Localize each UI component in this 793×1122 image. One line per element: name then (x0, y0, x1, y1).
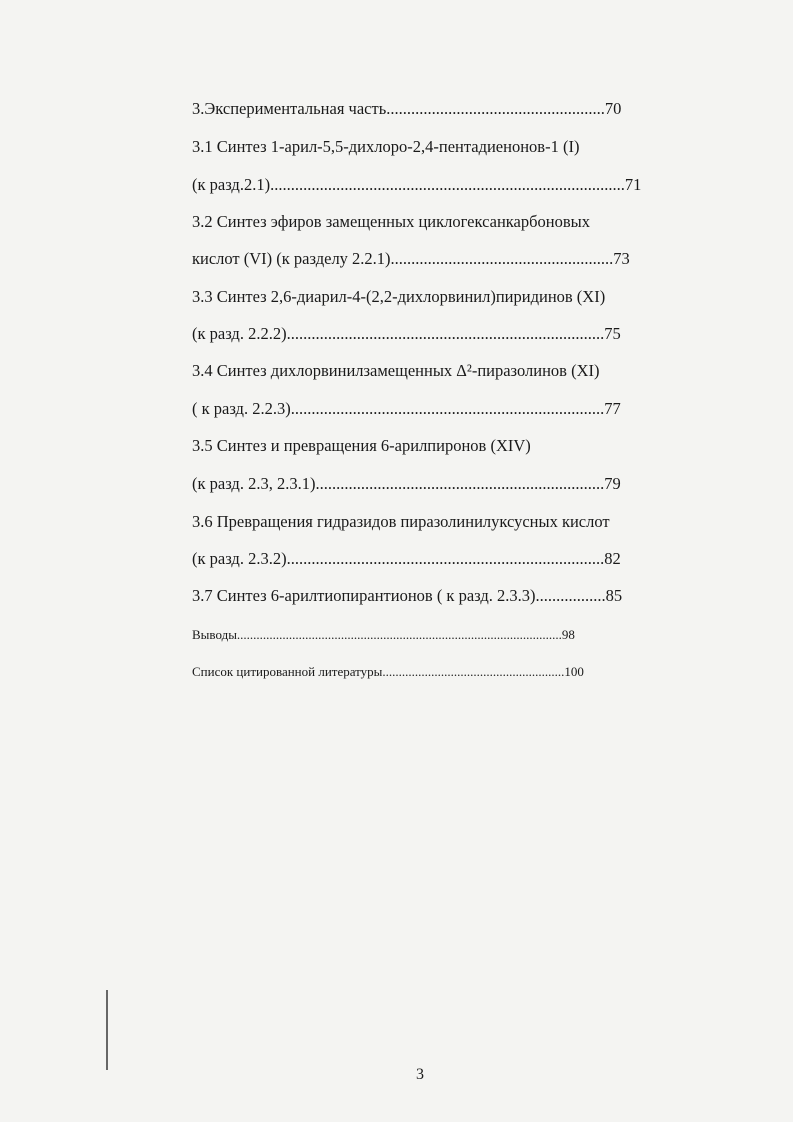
scan-margin-line (106, 990, 108, 1070)
toc-entry-3-4-title: 3.4 Синтез дихлорвинилзамещенных Δ²-пиразолинов (XI) (192, 361, 600, 380)
toc-entry-3-3-title: 3.3 Синтез 2,6-диарил-4-(2,2-дихлорвинил)пиридинов (XI) (192, 287, 606, 306)
page-number: 3 (416, 1066, 424, 1083)
toc-entry-3-6-ref: (к разд. 2.3.2).............................................................................82 (192, 549, 621, 568)
toc-entry-conclusions: Выводы....................................................................................................98 (192, 627, 575, 642)
toc-entry-3-1-ref: (к разд.2.1)......................................................................................71 (192, 175, 642, 194)
toc-entry-3-2-ref: кислот (VI) (к разделу 2.2.1)......................................................73 (192, 249, 630, 268)
toc-entry-experimental: 3.Экспериментальная часть.....................................................70 (192, 99, 622, 118)
toc-entry-3-5-ref: (к разд. 2.3, 2.3.1)......................................................................79 (192, 474, 621, 493)
toc-entry-3-5-title: 3.5 Синтез и превращения 6-арилпиронов (XIV) (192, 436, 531, 455)
toc-entry-references: Список цитированной литературы........................................................100 (192, 664, 584, 679)
toc-entry-3-1-title: 3.1 Синтез 1-арил-5,5-дихлоро-2,4-пентадиенонов-1 (I) (192, 137, 580, 156)
toc-entry-3-4-ref: ( к разд. 2.2.3)............................................................................77 (192, 399, 621, 418)
toc-entry-3-2-title: 3.2 Синтез эфиров замещенных циклогексанкарбоновых (192, 212, 590, 231)
toc-entry-3-6-title: 3.6 Превращения гидразидов пиразолинилуксусных кислот (192, 512, 610, 531)
toc-entry-3-3-ref: (к разд. 2.2.2).............................................................................75 (192, 324, 621, 343)
toc-entry-3-7: 3.7 Синтез 6-арилтиопирантионов ( к разд. 2.3.3).................85 (192, 586, 623, 605)
